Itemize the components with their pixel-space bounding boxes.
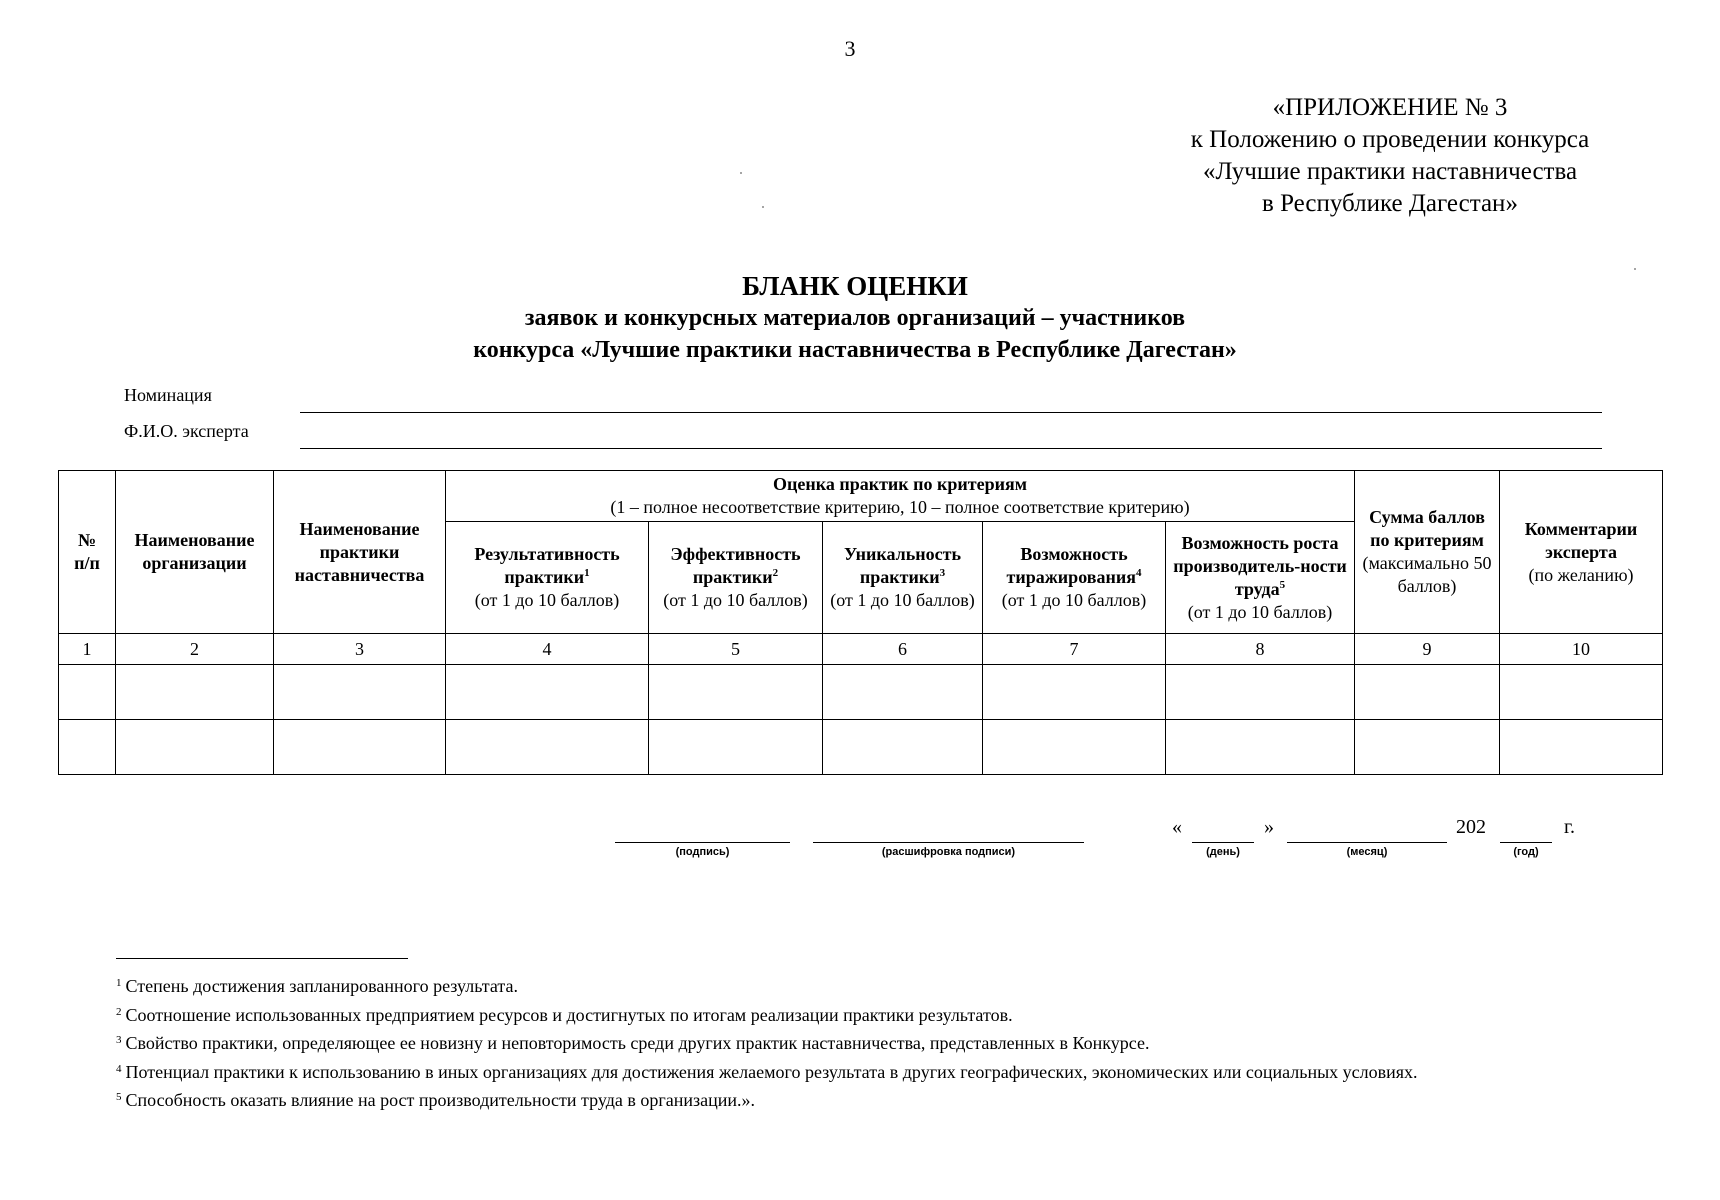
expert-name-label: Ф.И.О. эксперта — [124, 421, 249, 441]
header-sum-title: Сумма баллов по критериям — [1369, 507, 1485, 550]
header-criterion-4 — [983, 522, 1166, 634]
nomination-label: Номинация — [124, 385, 212, 405]
year-caption: (год) — [1513, 846, 1539, 858]
signature-decode-line[interactable] — [813, 842, 1084, 843]
signature-decode-caption: (расшифровка подписи) — [881, 846, 1016, 858]
footnote-divider — [116, 958, 408, 959]
year-suffix: г. — [1564, 816, 1575, 838]
day-caption: (день) — [1206, 846, 1240, 858]
footnote-ref: 1 — [584, 567, 590, 579]
header-criterion-5 — [1166, 522, 1355, 634]
month-line[interactable] — [1287, 842, 1447, 843]
criterion-name: Уникальность практики — [843, 544, 962, 587]
criterion-range: (от 1 до 10 баллов) — [663, 590, 808, 610]
year-line[interactable] — [1500, 842, 1552, 843]
header-comment-note: (по желанию) — [1528, 564, 1634, 585]
footnote-5 — [116, 1088, 1696, 1117]
header-comment — [1500, 471, 1663, 634]
column-number: 7 — [983, 634, 1166, 665]
footnote-mark: 5 — [116, 1091, 122, 1103]
table-cell[interactable] — [274, 665, 446, 720]
header-number-line-2: п/п — [74, 553, 100, 573]
header-criterion-1 — [446, 522, 649, 634]
nomination-field[interactable] — [300, 412, 1602, 413]
column-number: 4 — [446, 634, 649, 665]
footnotes — [116, 974, 1696, 1117]
month-caption: (месяц) — [1346, 846, 1388, 858]
form-title-sub-1: заявок и конкурсных материалов организаций – участников — [524, 305, 1186, 331]
header-number — [59, 471, 116, 634]
header-criterion-2 — [649, 522, 823, 634]
year-prefix: 202 — [1456, 816, 1486, 838]
table-cell[interactable] — [1166, 665, 1355, 720]
header-practice-name: Наименование практики наставничества — [274, 471, 446, 634]
footnote-ref: 4 — [1135, 567, 1142, 579]
header-comment-title: Комментарии эксперта — [1524, 518, 1638, 562]
criterion-range: (от 1 до 10 баллов) — [474, 590, 620, 610]
footnote-mark: 1 — [116, 977, 122, 989]
criterion-range: (от 1 до 10 баллов) — [1001, 590, 1147, 610]
footnote-1 — [116, 974, 1696, 1003]
table-cell[interactable] — [59, 665, 116, 720]
scan-speck — [1634, 268, 1636, 270]
footnote-text: Потенциал практики к использованию в иных организациях для достижения желаемого результата в других географических, экономических или социальных условиях. — [125, 1061, 1418, 1082]
table-cell[interactable] — [446, 720, 649, 775]
signature-line[interactable] — [615, 842, 790, 843]
table-cell[interactable] — [59, 720, 116, 775]
signature-caption: (подпись) — [675, 846, 730, 858]
column-number: 2 — [116, 634, 274, 665]
table-cell[interactable] — [1355, 720, 1500, 775]
footnote-text: Степень достижения запланированного результата. — [125, 976, 518, 996]
footnote-ref: 2 — [772, 567, 779, 579]
form-title — [0, 270, 1710, 366]
footnote-ref: 5 — [1279, 578, 1286, 591]
form-title-sub-2: конкурса «Лучшие практики наставничества в Республике Дагестан» — [473, 337, 1237, 363]
date-open-quote: « — [1172, 816, 1182, 838]
table-cell[interactable] — [649, 720, 823, 775]
table-row — [59, 720, 1663, 775]
table-cell[interactable] — [823, 720, 983, 775]
table-cell[interactable] — [983, 720, 1166, 775]
header-organization: Наименование организации — [116, 471, 274, 634]
footnote-mark: 4 — [116, 1062, 122, 1075]
scan-speck — [762, 206, 764, 208]
criterion-name: Возможность роста производитель-ности труда — [1173, 532, 1347, 599]
scan-speck — [740, 172, 742, 174]
criteria-group-note: (1 – полное несоответствие критерию, 10 – полное соответствие критерию) — [610, 497, 1190, 517]
header-number-line-1: № — [77, 530, 97, 550]
column-number: 8 — [1166, 634, 1355, 665]
page-number: 3 — [844, 36, 856, 61]
evaluation-table — [58, 470, 1663, 775]
criterion-range: (от 1 до 10 баллов) — [1187, 601, 1333, 622]
table-cell[interactable] — [649, 665, 823, 720]
table-cell[interactable] — [1500, 720, 1663, 775]
column-number: 9 — [1355, 634, 1500, 665]
table-cell[interactable] — [823, 665, 983, 720]
date-close-quote: » — [1264, 816, 1274, 838]
column-number: 3 — [274, 634, 446, 665]
table-row — [59, 665, 1663, 720]
expert-name-field[interactable] — [300, 448, 1602, 449]
appendix-line-4: в Республике Дагестан» — [1262, 190, 1518, 217]
table-cell[interactable] — [1166, 720, 1355, 775]
table-cell[interactable] — [446, 665, 649, 720]
footnote-text: Способность оказать влияние на рост производительности труда в организации.». — [125, 1090, 756, 1110]
column-number: 10 — [1500, 634, 1663, 665]
appendix-line-2: к Положению о проведении конкурса — [1190, 126, 1590, 153]
footnote-3 — [116, 1031, 1696, 1060]
form-title-main: БЛАНК ОЦЕНКИ — [742, 271, 968, 301]
appendix-line-3: «Лучшие практики наставничества — [1202, 158, 1578, 185]
header-criteria-group — [446, 471, 1355, 522]
table-cell[interactable] — [983, 665, 1166, 720]
appendix-header — [1080, 92, 1700, 220]
table-cell[interactable] — [116, 665, 274, 720]
table-cell[interactable] — [1355, 665, 1500, 720]
footnote-text: Свойство практики, определяющее ее новизну и неповторимость среди других практик наставничества, представленных в Конкурсе. — [125, 1033, 1150, 1053]
footnote-mark: 2 — [116, 1005, 122, 1018]
column-number-row — [59, 634, 1663, 665]
footnote-2 — [116, 1003, 1696, 1032]
criterion-name: Возможность тиражирования — [1006, 544, 1136, 587]
header-sum — [1355, 471, 1500, 634]
criterion-range: (от 1 до 10 баллов) — [830, 590, 975, 610]
column-number: 1 — [59, 634, 116, 665]
criterion-name: Эффективность практики — [670, 544, 801, 587]
table-cell[interactable] — [116, 720, 274, 775]
footnote-ref: 3 — [939, 567, 946, 579]
appendix-line-1: «ПРИЛОЖЕНИЕ № 3 — [1272, 94, 1508, 121]
footnote-text: Соотношение использованных предприятием ресурсов и достигнутых по итогам реализации практики результатов. — [125, 1004, 1013, 1025]
criteria-group-title: Оценка практик по критериям — [773, 474, 1028, 494]
header-criterion-3 — [823, 522, 983, 634]
criterion-name: Результативность практики — [474, 544, 620, 587]
footnote-mark: 3 — [116, 1034, 122, 1046]
table-cell[interactable] — [274, 720, 446, 775]
header-sum-note: (максимально 50 баллов) — [1362, 553, 1492, 596]
column-number: 6 — [823, 634, 983, 665]
table-cell[interactable] — [1500, 665, 1663, 720]
column-number: 5 — [649, 634, 823, 665]
footnote-4 — [116, 1060, 1696, 1089]
day-line[interactable] — [1192, 842, 1254, 843]
